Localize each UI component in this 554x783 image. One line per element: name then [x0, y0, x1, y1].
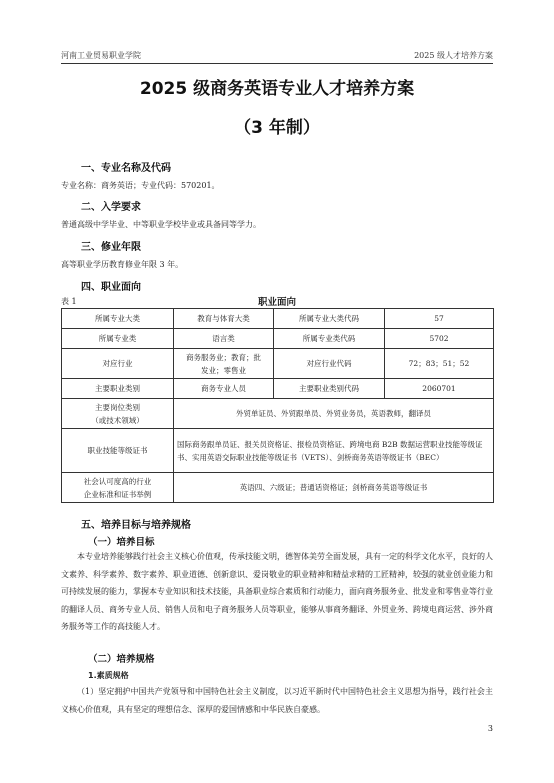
- quality-spec-label: 1.素质规格: [88, 671, 129, 680]
- table-cell: 教育与体育大类: [174, 309, 274, 329]
- table-cell: 所属专业类代码: [274, 329, 385, 349]
- table-cell: 对应行业: [62, 349, 174, 379]
- section-2-text: 普通高级中学毕业、中等职业学校毕业或具备同等学力。: [61, 220, 261, 229]
- header-doc-title: 2025 级人才培养方案: [414, 51, 493, 60]
- table-row: [62, 309, 494, 329]
- cell-line: 社会认可度高的行业: [83, 476, 152, 486]
- table-cell: 商务专业人员: [174, 379, 274, 399]
- header-rule: [61, 63, 493, 64]
- quality-paragraph: （1）坚定拥护中国共产党领导和中国特色社会主义制度，以习近平新时代中国特色社会主义思想为指导，践行社会主义核心价值观，具有坚定的理想信念、深厚的爱国情感和中华民族自豪感。: [61, 687, 493, 714]
- table-cell: 57: [385, 309, 494, 329]
- document-title: 2025 级商务英语专业人才培养方案: [139, 79, 415, 99]
- table-cell: 主要职业类别代码: [274, 379, 385, 399]
- table-cell: 5702: [385, 329, 494, 349]
- section-5-heading: 五、培养目标与培养规格: [81, 520, 191, 531]
- section-1-text: 专业名称：商务英语；专业代码：570201。: [61, 181, 220, 190]
- table-cell: 所属专业大类: [62, 309, 174, 329]
- subsection-spec-heading: （二）培养规格: [88, 654, 155, 665]
- table-caption: [61, 295, 493, 307]
- cell-line: （或技术领域）: [91, 415, 144, 425]
- cell-line: 商务服务业；教育；批: [186, 352, 261, 362]
- table-cell: 国际商务跟单员证、报关员资格证、报检员资格证、跨境电商 B2B 数据运营职业技能等级证书、实用英语交际职业技能等级证书（VETS）、剑桥商务英语等级证书（BEC）: [174, 429, 494, 473]
- table-row: [62, 399, 494, 429]
- table-cell: 英语四、六级证；普通话资格证；剑桥商务英语等级证书: [174, 473, 494, 503]
- career-orientation-table: [61, 308, 494, 503]
- header-school: 河南工业贸易职业学院: [61, 51, 141, 60]
- section-1-heading: 一、专业名称及代码: [81, 163, 171, 174]
- document-subtitle: （3 年制）: [234, 118, 320, 138]
- table-cell: 2060701: [385, 379, 494, 399]
- table-cell: [174, 349, 274, 379]
- table-row: [62, 379, 494, 399]
- table-title: 职业面向: [257, 297, 296, 308]
- table-row: [62, 349, 494, 379]
- goal-paragraph: 本专业培养能够践行社会主义核心价值观，传承技能文明，德智体美劳全面发展，具有一定的科学文化水平，良好的人文素养、科学素养、数字素养、职业道德、创新意识、爱岗敬业的职业精神和精益求精的工匠精神，较强的就业创业能力和可持续发展的能力，掌握本专业知识和技术技能，具备职业综合素质和行动能力，面向商务服务业、批发业和零售业等行业的翻译人员、商务专业人员、销售人员和电子商务服务人员等职业，能够从事商务翻译、外贸业务、跨境电商运营、涉外商务服务等工作的高技能人才。: [61, 552, 493, 631]
- section-3-heading: 三、修业年限: [81, 242, 141, 253]
- table-cell: [62, 473, 174, 503]
- table-row: [62, 473, 494, 503]
- table-cell: 语言类: [174, 329, 274, 349]
- table-cell: 职业技能等级证书: [62, 429, 174, 473]
- table-row: [62, 329, 494, 349]
- table-cell: 外贸单证员、外贸跟单员、外贸业务员，英语教师，翻译员: [174, 399, 494, 429]
- table-cell: [62, 399, 174, 429]
- cell-line: 企业标准和证书举例: [83, 489, 152, 499]
- cell-line: 发业；零售业: [201, 365, 246, 375]
- table-label: 表 1: [61, 297, 77, 306]
- page-number: 3: [487, 724, 493, 733]
- running-header: [61, 50, 493, 64]
- table-cell: 所属专业大类代码: [274, 309, 385, 329]
- subsection-goal-heading: （一）培养目标: [88, 537, 155, 548]
- table-cell: 72；83；51；52: [385, 349, 494, 379]
- section-3-text: 高等职业学历教育修业年限 3 年。: [61, 260, 184, 269]
- table-cell: 对应行业代码: [274, 349, 385, 379]
- table-cell: 所属专业类: [62, 329, 174, 349]
- table-cell: 主要职业类别: [62, 379, 174, 399]
- section-4-heading: 四、职业面向: [81, 282, 141, 293]
- cell-line: 主要岗位类别: [95, 402, 140, 412]
- section-2-heading: 二、入学要求: [81, 202, 141, 213]
- table-row: [62, 429, 494, 473]
